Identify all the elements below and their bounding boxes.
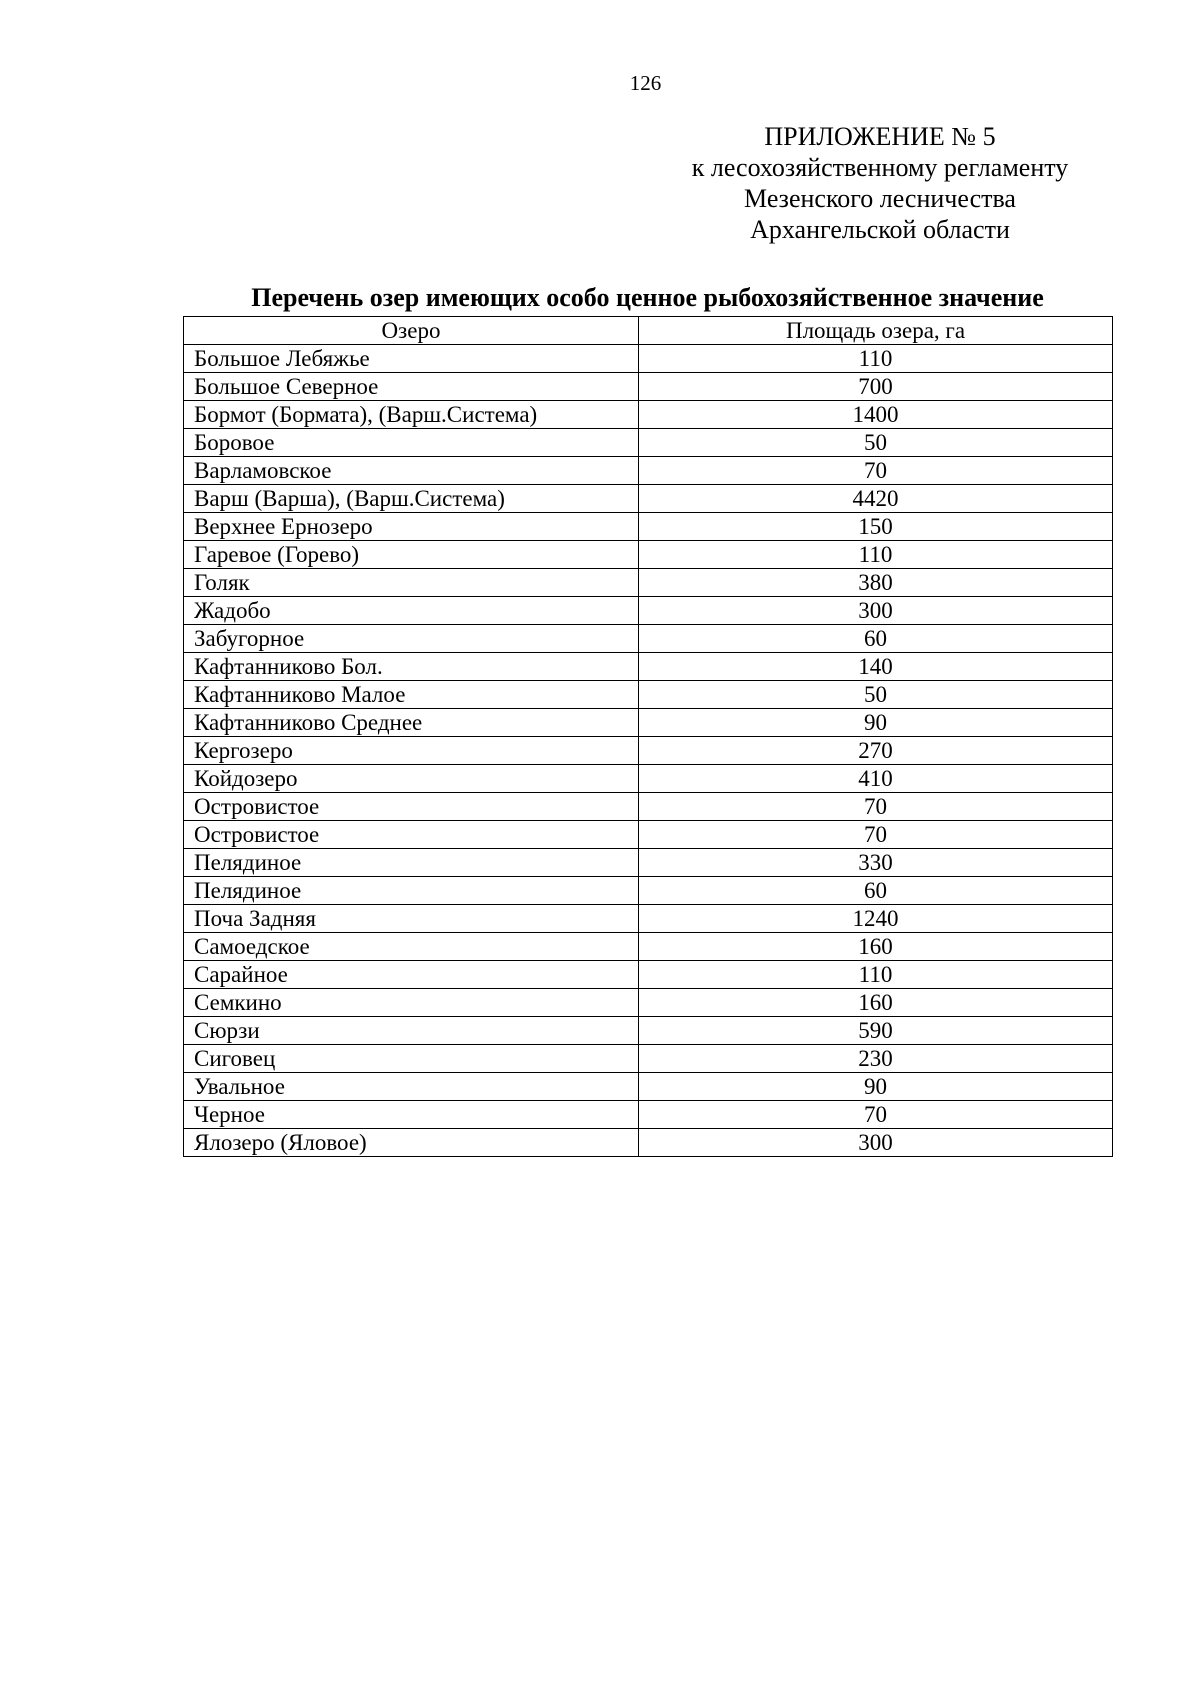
lake-name-cell: Боровое [184, 429, 639, 457]
lake-area-cell: 300 [639, 597, 1113, 625]
lake-name-cell: Кергозеро [184, 737, 639, 765]
table-row [184, 401, 1113, 429]
lake-name-cell: Жадобо [184, 597, 639, 625]
lake-area-cell: 590 [639, 1017, 1113, 1045]
lake-name-cell: Большое Лебяжье [184, 345, 639, 373]
table-row [184, 485, 1113, 513]
lake-name-cell: Самоедское [184, 933, 639, 961]
lake-area-cell: 50 [639, 429, 1113, 457]
table-row [184, 1017, 1113, 1045]
lake-name-cell: Кафтанниково Среднее [184, 709, 639, 737]
lake-area-cell: 160 [639, 989, 1113, 1017]
lake-area-cell: 4420 [639, 485, 1113, 513]
table-row [184, 373, 1113, 401]
lake-area-cell: 110 [639, 541, 1113, 569]
appendix-region: Архангельской области [750, 215, 1010, 244]
lake-area-cell: 60 [639, 625, 1113, 653]
lake-name-cell: Поча Задняя [184, 905, 639, 933]
lake-area-cell: 70 [639, 793, 1113, 821]
table-row [184, 793, 1113, 821]
table-row [184, 541, 1113, 569]
table-row [184, 569, 1113, 597]
lake-area-cell: 110 [639, 345, 1113, 373]
lake-area-cell: 330 [639, 849, 1113, 877]
table-body [184, 345, 1113, 1157]
lake-name-cell: Черное [184, 1101, 639, 1129]
lake-area-cell: 410 [639, 765, 1113, 793]
lake-area-cell: 230 [639, 1045, 1113, 1073]
lake-name-cell: Сиговец [184, 1045, 639, 1073]
table-row [184, 625, 1113, 653]
table-row [184, 933, 1113, 961]
lake-name-cell: Голяк [184, 569, 639, 597]
lakes-table [183, 316, 1113, 1157]
lake-area-cell: 300 [639, 1129, 1113, 1157]
lake-name-cell: Забугорное [184, 625, 639, 653]
table-header-row [184, 317, 1113, 345]
column-header-area: Площадь озера, га [639, 317, 1113, 345]
lake-area-cell: 160 [639, 933, 1113, 961]
lake-name-cell: Увальное [184, 1073, 639, 1101]
lake-name-cell: Верхнее Ернозеро [184, 513, 639, 541]
lake-area-cell: 140 [639, 653, 1113, 681]
lake-name-cell: Сюрзи [184, 1017, 639, 1045]
lake-area-cell: 70 [639, 1101, 1113, 1129]
lake-area-cell: 70 [639, 821, 1113, 849]
table-row [184, 429, 1113, 457]
lake-name-cell: Гаревое (Горево) [184, 541, 639, 569]
table-row [184, 1129, 1113, 1157]
lake-area-cell: 270 [639, 737, 1113, 765]
lake-name-cell: Пелядиное [184, 849, 639, 877]
lake-name-cell: Сарайное [184, 961, 639, 989]
lake-name-cell: Варламовское [184, 457, 639, 485]
lake-name-cell: Семкино [184, 989, 639, 1017]
table-row [184, 653, 1113, 681]
lake-name-cell: Кафтанниково Малое [184, 681, 639, 709]
lake-area-cell: 60 [639, 877, 1113, 905]
table-row [184, 877, 1113, 905]
lake-name-cell: Ялозеро (Яловое) [184, 1129, 639, 1157]
lake-area-cell: 90 [639, 709, 1113, 737]
table-row [184, 849, 1113, 877]
table-title: Перечень озер имеющих особо ценное рыбохозяйственное значение [251, 283, 1044, 312]
lake-area-cell: 1400 [639, 401, 1113, 429]
table-row [184, 345, 1113, 373]
table-row [184, 457, 1113, 485]
lake-area-cell: 90 [639, 1073, 1113, 1101]
lake-area-cell: 110 [639, 961, 1113, 989]
table-row [184, 1073, 1113, 1101]
lake-name-cell: Кафтанниково Бол. [184, 653, 639, 681]
table-row [184, 961, 1113, 989]
appendix-header [620, 121, 1140, 245]
table-row [184, 709, 1113, 737]
lake-name-cell: Пелядиное [184, 877, 639, 905]
table-row [184, 989, 1113, 1017]
lake-area-cell: 150 [639, 513, 1113, 541]
table-row [184, 1101, 1113, 1129]
lake-area-cell: 50 [639, 681, 1113, 709]
column-header-lake: Озеро [184, 317, 639, 345]
lake-name-cell: Большое Северное [184, 373, 639, 401]
table-row [184, 905, 1113, 933]
page-number: 126 [629, 71, 662, 95]
appendix-reference: к лесохозяйственному регламенту [691, 153, 1069, 182]
lake-area-cell: 700 [639, 373, 1113, 401]
lake-area-cell: 1240 [639, 905, 1113, 933]
table-row [184, 1045, 1113, 1073]
table-row [184, 737, 1113, 765]
lake-name-cell: Койдозеро [184, 765, 639, 793]
lake-area-cell: 380 [639, 569, 1113, 597]
lake-name-cell: Варш (Варша), (Варш.Система) [184, 485, 639, 513]
table-row [184, 821, 1113, 849]
appendix-forestry: Мезенского лесничества [744, 184, 1016, 213]
table-row [184, 597, 1113, 625]
lake-area-cell: 70 [639, 457, 1113, 485]
table-row [184, 765, 1113, 793]
table-row [184, 513, 1113, 541]
lake-name-cell: Бормот (Бормата), (Варш.Система) [184, 401, 639, 429]
lake-name-cell: Островистое [184, 793, 639, 821]
table-row [184, 681, 1113, 709]
appendix-number: ПРИЛОЖЕНИЕ № 5 [764, 122, 996, 151]
lake-name-cell: Островистое [184, 821, 639, 849]
